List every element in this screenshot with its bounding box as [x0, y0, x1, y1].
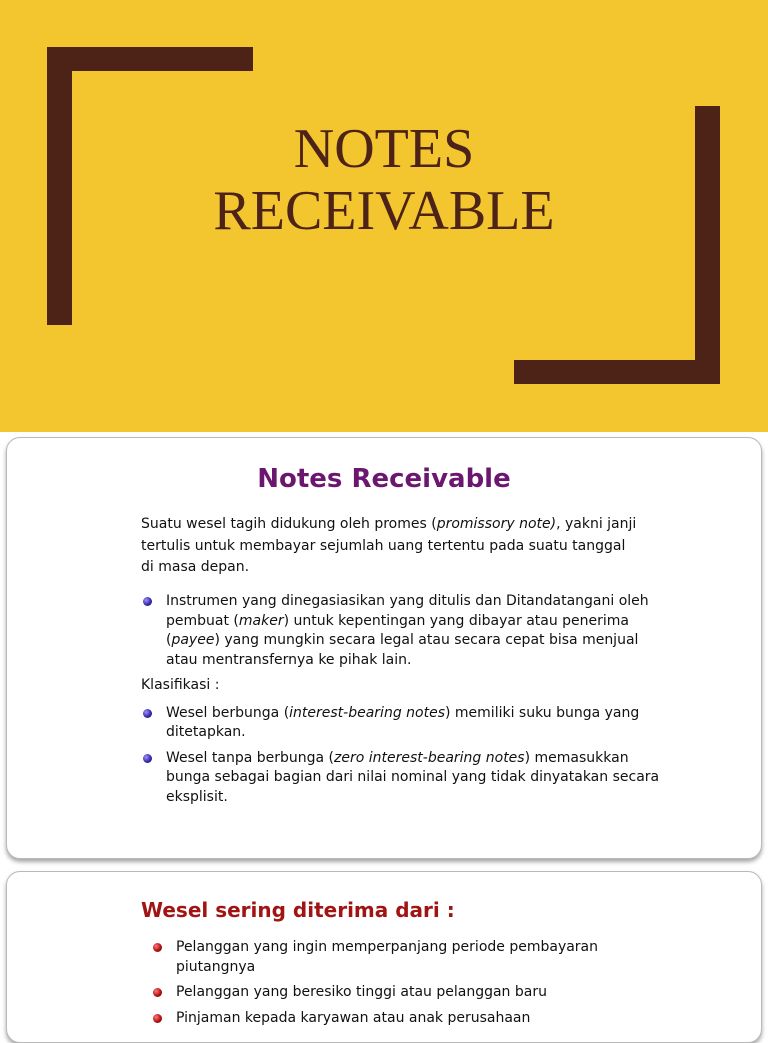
slide-heading: Notes Receivable — [257, 464, 511, 494]
intro-paragraph — [141, 514, 641, 579]
intro-text-2: , yakni janji tertulis untuk membayar sejumlah uang tertentu pada suatu tanggal di masa depan. — [141, 516, 637, 575]
bullet-list — [141, 592, 661, 813]
bullet-icon — [143, 597, 152, 606]
bullet-italic: zero interest-bearing notes — [334, 749, 525, 766]
list-item — [141, 592, 661, 670]
wesel-sources-slide — [6, 871, 762, 1043]
bullet-italic: interest-bearing notes — [289, 704, 445, 721]
list-item — [151, 983, 651, 1003]
bullet-text: ) memiliki suku bunga yang ditetapkan. — [166, 704, 640, 740]
intro-text-1: Suatu wesel tagih didukung oleh promes ( — [141, 516, 437, 532]
list-item — [151, 1009, 651, 1029]
bullet-text: Wesel tanpa berbunga ( — [166, 749, 335, 766]
bullet-text: Instrumen yang dinegasiasikan yang ditulis dan Ditandatangani oleh pembuat ( — [166, 593, 649, 629]
list-item — [151, 938, 651, 977]
bullet-icon — [153, 943, 162, 952]
bullet-icon — [143, 709, 152, 718]
slide-heading: Wesel sering diterima dari : — [141, 898, 455, 922]
title-slide — [0, 0, 768, 432]
bracket-top-left-horizontal — [47, 47, 253, 71]
slide-title — [0, 118, 768, 242]
bullet-text: Wesel berbunga ( — [166, 704, 290, 721]
title-line-2: RECEIVABLE — [213, 180, 555, 242]
bullet-icon — [153, 1014, 162, 1023]
list-item-text: Pinjaman kepada karyawan atau anak perusahaan — [176, 1009, 531, 1026]
bullet-text: ) yang mungkin secara legal atau secara cepat bisa menjual atau mentransfernya ke pihak lain. — [166, 632, 639, 668]
bullet-text: ) memasukkan bunga sebagai bagian dari nilai nominal yang tidak dinyatakan secara eksplisit. — [166, 749, 660, 805]
bullet-icon — [143, 754, 152, 763]
bracket-bottom-right-horizontal — [514, 360, 720, 384]
bullet-italic: payee — [171, 632, 215, 648]
bullet-italic: maker — [238, 612, 284, 629]
list-item — [141, 749, 661, 808]
notes-receivable-slide — [6, 437, 762, 859]
list-item-text: Pelanggan yang ingin memperpanjang periode pembayaran piutangnya — [176, 939, 599, 975]
klasifikasi-label: Klasifikasi : — [141, 677, 220, 693]
bullet-icon — [153, 988, 162, 997]
list-item — [141, 704, 661, 743]
bullet-list — [151, 938, 651, 1034]
list-item-text: Pelanggan yang beresiko tinggi atau pelanggan baru — [176, 984, 547, 1000]
intro-italic: promissory note) — [436, 516, 557, 532]
bullet-text: ) untuk kepentingan yang dibayar atau penerima ( — [166, 612, 630, 648]
title-line-1: NOTES — [293, 118, 475, 180]
